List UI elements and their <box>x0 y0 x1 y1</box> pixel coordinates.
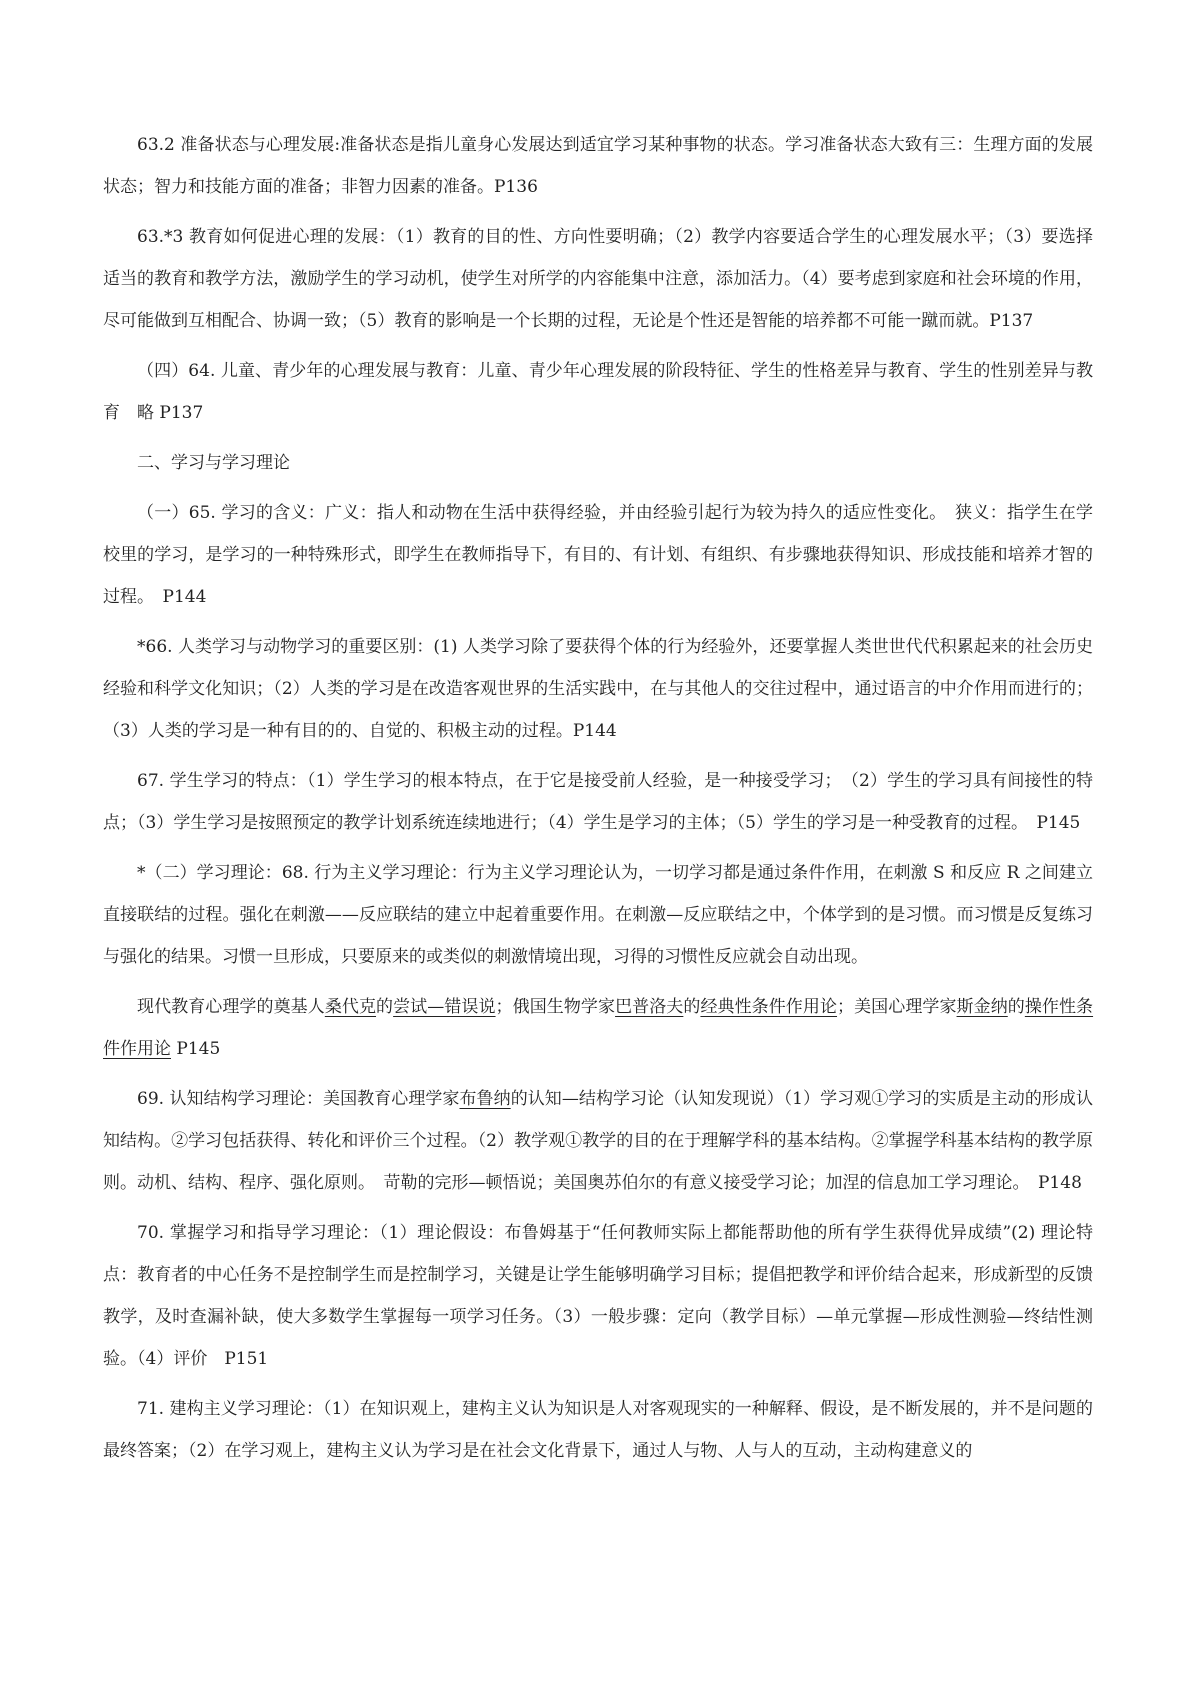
underlined-term: 布鲁纳 <box>459 1089 511 1109</box>
text-segment: 63.2 准备状态与心理发展:准备状态是指儿童身心发展达到适宜学习某种事物的状态。学习准备状态大致有三：生理方面的发展状态；智力和技能方面的准备；非智力因素的准备。P136 <box>103 135 1093 197</box>
text-segment: （四）64. 儿童、青少年的心理发展与教育：儿童、青少年心理发展的阶段特征、学生的性格差异与教育、学生的性别差异与教育 略 P137 <box>103 361 1093 423</box>
text-segment: 的认知—结构学习论（认知发现说）（1）学习观①学习的实质是主动的形成认知结构。②学习包括获得、转化和评价三个过程。（2）教学观①教学的目的在于理解学科的基本结构。②掌握学科基本结构的教学原则。动机、结构、程序、强化原则。 苛勒的完形—顿悟说；美国奥苏伯尔的有意义接受学习论；加涅的信息加工学习理论。 P148 <box>103 1089 1093 1193</box>
text-segment: 69. 认知结构学习理论：美国教育心理学家 <box>137 1089 460 1109</box>
text-segment: P145 <box>171 1039 221 1059</box>
underlined-term: 操作性条件作用论 <box>103 997 1094 1059</box>
text-segment: ；美国心理学家 <box>837 997 957 1017</box>
paragraph-p70 <box>103 1212 1093 1380</box>
paragraph-h2 <box>103 442 1093 484</box>
text-segment: 71. 建构主义学习理论：（1）在知识观上，建构主义认为知识是人对客观现实的一种解释、假设，是不断发展的，并不是问题的最终答案；（2）在学习观上，建构主义认为学习是在社会文化背景下，通过人与物、人与人的互动，主动构建意义的 <box>103 1399 1093 1461</box>
text-segment: 67. 学生学习的特点：（1）学生学习的根本特点，在于它是接受前人经验，是一种接受学习； （2）学生的学习具有间接性的特点；（3）学生学习是按照预定的教学计划系统连续地进行；（4）学生是学习的主体；（5）学生的学习是一种受教育的过程。 P145 <box>103 771 1093 833</box>
paragraph-p68b <box>103 986 1093 1070</box>
paragraph-p63-2 <box>103 124 1093 208</box>
text-segment: *66. 人类学习与动物学习的重要区别：(1) 人类学习除了要获得个体的行为经验外，还要掌握人类世世代代积累起来的社会历史经验和科学文化知识；（2）人类的学习是在改造客观世界的生活实践中，在与其他人的交往过程中，通过语言的中介作用而进行的；（3）人类的学习是一种有目的的、自觉的、积极主动的过程。P144 <box>103 637 1093 741</box>
paragraph-p63-3 <box>103 216 1093 342</box>
text-segment: 的 <box>1007 997 1025 1017</box>
underlined-term: 斯金纳 <box>956 997 1008 1017</box>
underlined-term: 桑代克 <box>324 997 377 1017</box>
paragraph-p68 <box>103 852 1093 978</box>
paragraph-p66 <box>103 626 1093 752</box>
text-segment: 二、学习与学习理论 <box>137 453 290 473</box>
underlined-term: 巴普洛夫 <box>615 997 684 1017</box>
paragraph-p65 <box>103 492 1093 618</box>
paragraph-p67 <box>103 760 1093 844</box>
underlined-term: 尝试—错误说 <box>393 997 496 1017</box>
underlined-term: 经典性条件作用论 <box>700 997 838 1017</box>
paragraph-p64 <box>103 350 1093 434</box>
text-segment: 现代教育心理学的奠基人 <box>137 997 325 1017</box>
text-segment: 的 <box>683 997 701 1017</box>
text-segment: 63.*3 教育如何促进心理的发展：（1）教育的目的性、方向性要明确；（2）教学内容要适合学生的心理发展水平；（3）要选择适当的教育和教学方法，激励学生的学习动机，使学生对所学的内容能集中注意，添加活力。（4）要考虑到家庭和社会环境的作用，尽可能做到互相配合、协调一致；（5）教育的影响是一个长期的过程，无论是个性还是智能的培养都不可能一蹴而就。P137 <box>103 227 1093 331</box>
text-segment: 70. 掌握学习和指导学习理论：（1）理论假设：布鲁姆基于“任何教师实际上都能帮助他的所有学生获得优异成绩”(2) 理论特点：教育者的中心任务不是控制学生而是控制学习，关键是让学生能够明确学习目标；提倡把教学和评价结合起来，形成新型的反馈教学，及时查漏补缺，使大多数学生掌握每一项学习任务。（3）一般步骤：定向（教学目标）—单元掌握—形成性测验—终结性测验。（4）评价 P151 <box>103 1223 1093 1369</box>
text-segment: *（二）学习理论：68. 行为主义学习理论：行为主义学习理论认为，一切学习都是通过条件作用，在刺激 S 和反应 R 之间建立直接联结的过程。强化在刺激——反应联结的建立中起着重要作用。在刺激—反应联结之中，个体学到的是习惯。而习惯是反复练习与强化的结果。习惯一旦形成，只要原来的或类似的刺激情境出现，习得的习惯性反应就会自动出现。 <box>103 863 1093 967</box>
text-segment: （一）65. 学习的含义：广义：指人和动物在生活中获得经验，并由经验引起行为较为持久的适应性变化。 狭义：指学生在学校里的学习，是学习的一种特殊形式，即学生在教师指导下，有目的、有计划、有组织、有步骤地获得知识、形成技能和培养才智的过程。 P144 <box>103 503 1093 607</box>
document-page <box>103 124 1093 1480</box>
text-segment: ；俄国生物学家 <box>495 997 616 1017</box>
text-segment: 的 <box>376 997 394 1017</box>
paragraph-p69 <box>103 1078 1093 1204</box>
paragraph-p71 <box>103 1388 1093 1472</box>
